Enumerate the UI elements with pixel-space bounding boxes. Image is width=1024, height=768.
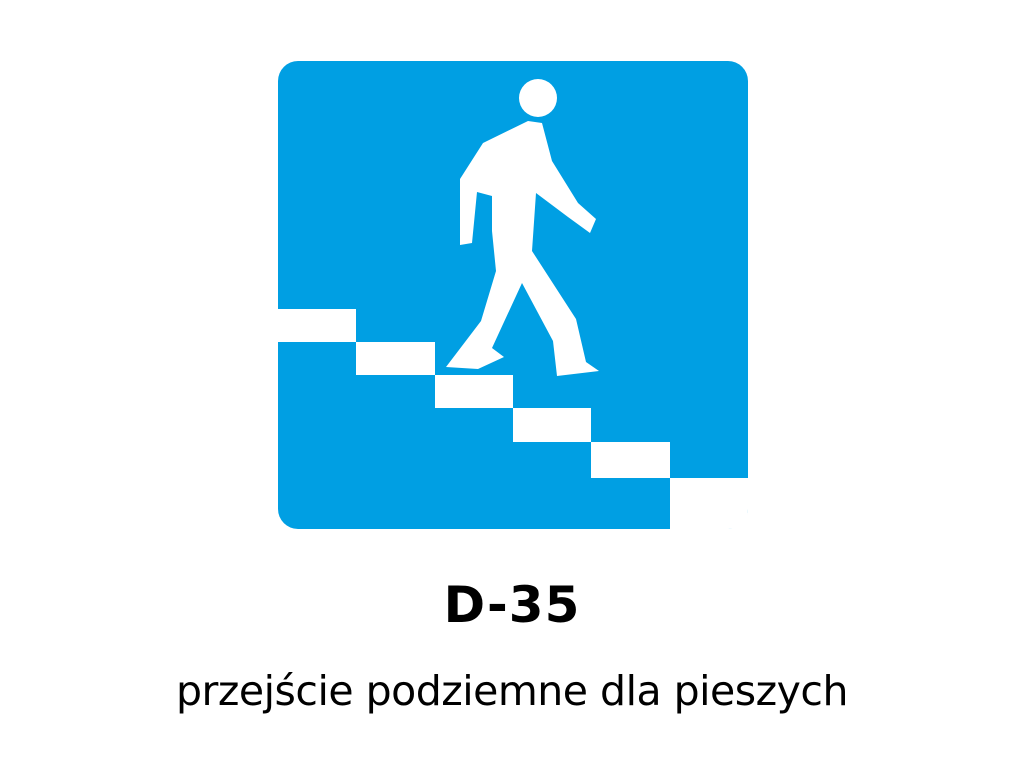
stair-step bbox=[435, 375, 513, 408]
stair-step bbox=[513, 408, 591, 442]
sign-code: D-35 bbox=[443, 576, 581, 634]
stair-step bbox=[278, 309, 356, 342]
road-sign-d35 bbox=[278, 61, 748, 529]
stair-step bbox=[356, 342, 435, 375]
pedestrian-head bbox=[519, 79, 557, 117]
pedestrian-stairs-icon bbox=[278, 61, 748, 529]
stair-step bbox=[670, 478, 748, 529]
stair-step bbox=[591, 442, 670, 478]
sign-caption: przejście podziemne dla pieszych bbox=[176, 667, 848, 715]
